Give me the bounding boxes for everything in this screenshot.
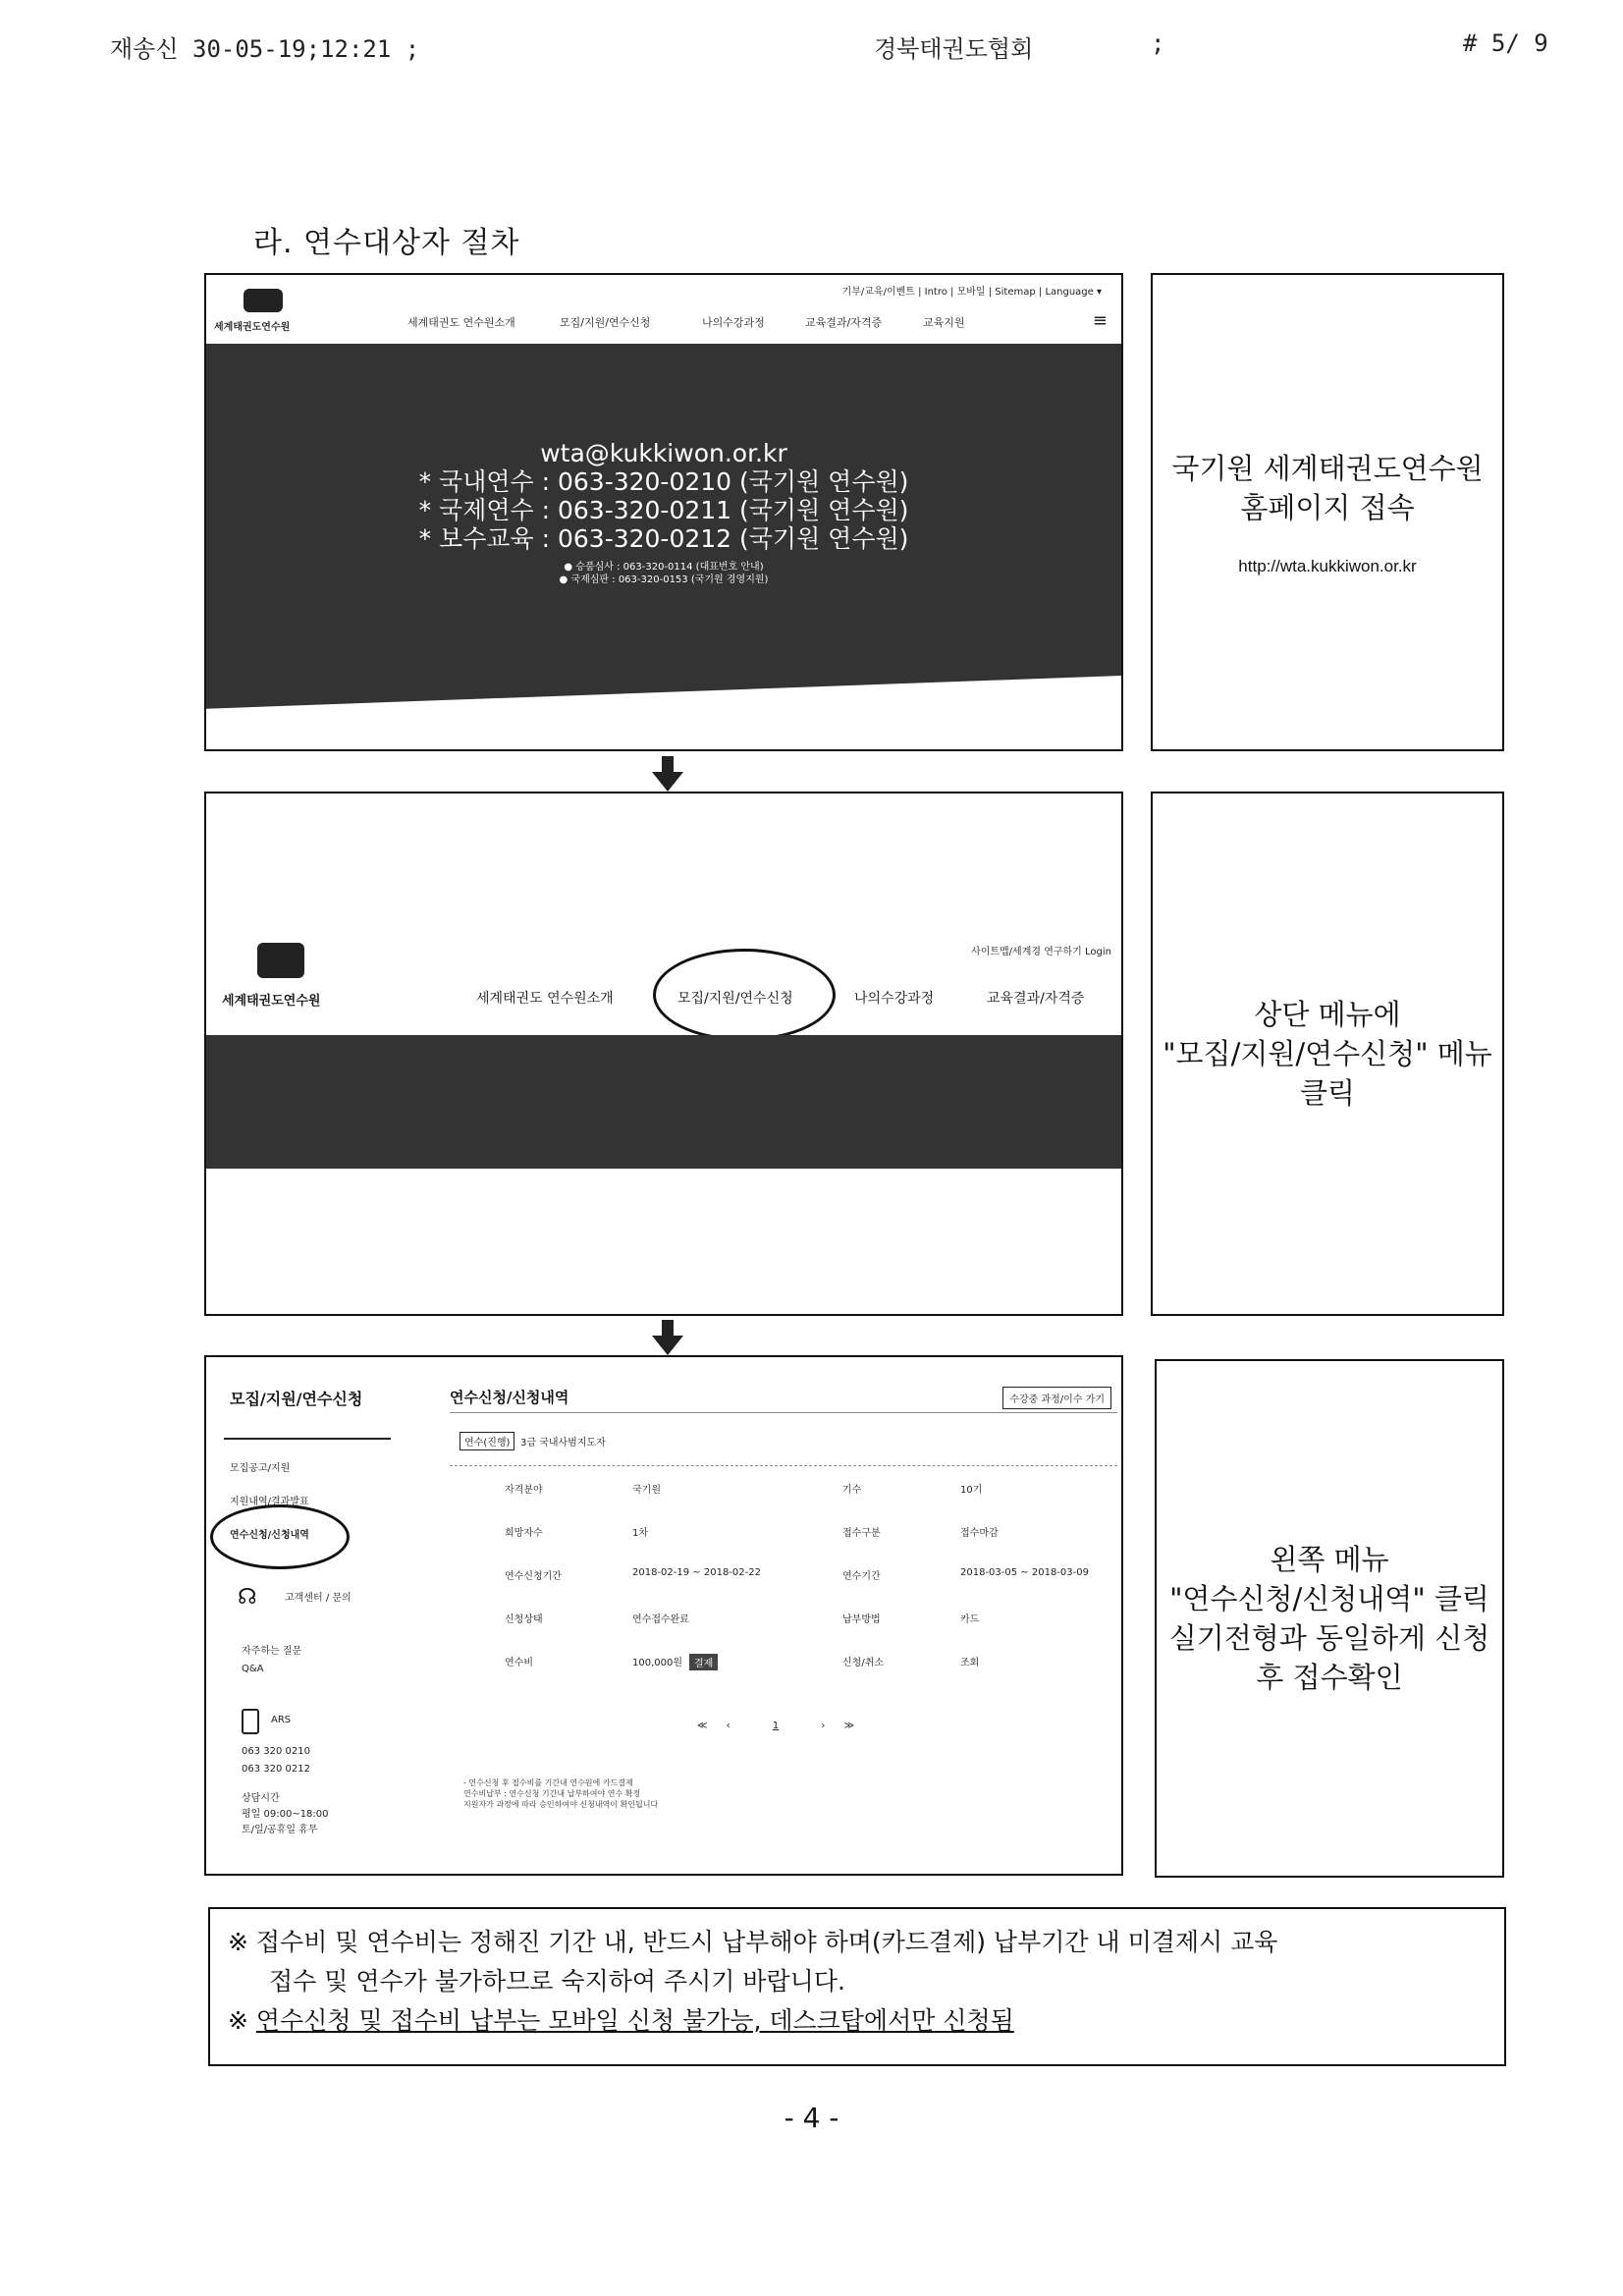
notice-box	[208, 1907, 1506, 2066]
cell-label: 납부방법	[842, 1614, 881, 1625]
course-badge: 연수(진행)	[460, 1432, 514, 1450]
contact-small-2: ● 국제심판 : 063-320-0153 (국기원 경영지원)	[559, 574, 769, 585]
cell-label: 희망자수	[505, 1528, 543, 1539]
highlight-oval	[210, 1504, 350, 1569]
sidebar-item-recruit[interactable]: 모집공고/지원	[230, 1463, 291, 1474]
footer-note: 지원자가 과정에 따라 승인하여야 신청내역이 확인됩니다	[463, 1800, 659, 1809]
course-table	[450, 1481, 1117, 1697]
nav-item-results[interactable]: 교육결과/자격증	[805, 316, 883, 329]
fax-separator: ;	[1151, 29, 1165, 57]
cell-value: 2018-03-05 ~ 2018-03-09	[960, 1567, 1089, 1578]
contact-email: wta@kukkiwon.or.kr	[540, 439, 787, 467]
nav-item-intro[interactable]: 세계태권도 연수원소개	[476, 991, 614, 1007]
step3-note-line-4: 후 접수확인	[1256, 1661, 1403, 1694]
cell-value: 1차	[632, 1528, 649, 1539]
kukkiwon-logo-icon	[257, 943, 304, 978]
notice-mark: ※	[228, 2006, 256, 2035]
page-first-button[interactable]: ≪	[697, 1721, 708, 1731]
top-links[interactable]: 사이트맵/세계경 연구하기 Login	[971, 947, 1111, 957]
contact-info	[206, 439, 1121, 586]
logo-text: 세계태권도연수원	[214, 322, 291, 333]
table-row	[450, 1654, 1117, 1697]
cell-value[interactable]: 조회	[960, 1658, 980, 1668]
cell-label: 자격분야	[505, 1485, 543, 1496]
table-row	[450, 1567, 1117, 1611]
page-number: - 4 -	[784, 2102, 839, 2134]
cell-value: 100,000원	[632, 1658, 683, 1668]
cell-label: 연수비	[505, 1658, 533, 1668]
ars-label: ARS	[271, 1715, 292, 1725]
sidebar-item-results[interactable]: 지원내역/결과발표	[230, 1497, 309, 1507]
headset-icon: ☊	[238, 1585, 257, 1610]
section-title: 라. 연수대상자 절차	[253, 226, 520, 260]
notice-line-3-text: 연수신청 및 접수비 납부는 모바일 신청 불가능, 데스크탑에서만 신청됨	[255, 2006, 1014, 2035]
logo-text: 세계태권도연수원	[222, 994, 321, 1009]
cell-label: 연수기간	[842, 1571, 881, 1582]
step3-screenshot	[204, 1355, 1123, 1876]
step2-note-line-1: 상단 메뉴에	[1254, 998, 1401, 1031]
nav-item-intro[interactable]: 세계태권도 연수원소개	[407, 316, 515, 329]
step1-url[interactable]: http://wta.kukkiwon.or.kr	[1238, 556, 1417, 575]
cell-label: 기수	[842, 1485, 862, 1496]
down-arrow-icon	[652, 1320, 683, 1355]
pay-button[interactable]: 결제	[689, 1654, 718, 1670]
step1-note-line-2: 홈페이지 접속	[1240, 490, 1415, 524]
nav-item-apply[interactable]: 모집/지원/연수신청	[677, 991, 793, 1007]
kukkiwon-logo-icon	[243, 289, 283, 312]
fax-header	[0, 29, 1623, 69]
contact-line-refresher: * 보수교육 : 063-320-0212 (국기원 연수원)	[418, 524, 909, 553]
sidebar-divider	[224, 1438, 391, 1440]
cell-value: 2018-02-19 ~ 2018-02-22	[632, 1567, 761, 1578]
nav-item-results[interactable]: 교육결과/자격증	[987, 991, 1085, 1007]
footer-note: - 연수신청 후 접수비를 기간내 연수원에 카드결제	[463, 1778, 633, 1787]
cell-label: 연수신청기간	[505, 1571, 562, 1582]
cell-label: 신청/취소	[842, 1658, 885, 1668]
step1-note	[1151, 273, 1504, 751]
page-next-button[interactable]: ›	[821, 1721, 826, 1731]
notice-line-3	[228, 2001, 1487, 2041]
ars-hours-title: 상담시간	[242, 1793, 280, 1804]
step2-note-line-2: "모집/지원/연수신청" 메뉴	[1163, 1037, 1492, 1070]
page-current[interactable]: 1	[772, 1721, 780, 1731]
faq-link[interactable]: 자주하는 질문	[242, 1646, 302, 1657]
ars-number-1: 063 320 0210	[242, 1746, 310, 1757]
table-row	[450, 1611, 1117, 1654]
cell-label: 신청상태	[505, 1614, 543, 1625]
footer-note: 연수비납부 : 연수신청 기간내 납부하여야 연수 확정	[463, 1789, 641, 1798]
cell-value: 카드	[960, 1614, 980, 1625]
hero-banner	[206, 1035, 1121, 1169]
step3-note-line-1: 왼쪽 메뉴	[1270, 1543, 1389, 1576]
cell-value: 접수마감	[960, 1528, 999, 1539]
ars-number-2: 063 320 0212	[242, 1764, 310, 1775]
step3-note-line-3: 실기전형과 동일하게 신청	[1168, 1621, 1490, 1655]
step3-note-line-2: "연수신청/신청내역" 클릭	[1169, 1582, 1489, 1615]
contact-line-international: * 국제연수 : 063-320-0211 (국기원 연수원)	[418, 496, 909, 524]
main-divider	[450, 1412, 1117, 1413]
cell-value: 국기원	[632, 1485, 661, 1496]
highlight-oval	[653, 949, 836, 1041]
go-courses-button[interactable]: 수강중 과정/이수 가기	[1002, 1387, 1111, 1409]
nav-item-my-courses[interactable]: 나의수강과정	[854, 991, 935, 1007]
ars-hours-closed: 토/일/공휴일 휴무	[242, 1825, 318, 1835]
table-row	[450, 1481, 1117, 1524]
course-name: 3급 국내사범지도자	[520, 1438, 606, 1449]
help-label: 고객센터 / 문의	[285, 1593, 352, 1604]
fax-sender-info: 재송신 30-05-19;12:21 ;	[110, 35, 420, 63]
notice-line-2: 접수 및 연수가 불가하므로 숙지하여 주시기 바랍니다.	[269, 1967, 845, 1995]
step2-screenshot	[204, 792, 1123, 1316]
hamburger-menu-icon[interactable]: ≡	[1092, 310, 1108, 331]
contact-small-1: ● 승품심사 : 063-320-0114 (대표번호 안내)	[564, 562, 764, 573]
step1-note-line-1: 국기원 세계태권도연수원	[1171, 451, 1484, 485]
pagination	[697, 1721, 854, 1731]
fax-page-counter: # 5/ 9	[1463, 29, 1548, 57]
step2-note-line-3: 클릭	[1299, 1076, 1356, 1110]
cell-label: 접수구분	[842, 1528, 881, 1539]
cell-value: 10기	[960, 1485, 983, 1496]
table-top-rule	[450, 1465, 1117, 1467]
sidebar-title: 모집/지원/연수신청	[230, 1390, 363, 1408]
step3-note	[1155, 1359, 1504, 1878]
page-last-button[interactable]: ≫	[843, 1721, 855, 1731]
footer-notes	[463, 1777, 658, 1810]
site-header	[206, 275, 1121, 344]
step1-screenshot	[204, 273, 1123, 751]
page-prev-button[interactable]: ‹	[726, 1721, 730, 1731]
qna-link[interactable]: Q&A	[242, 1664, 264, 1674]
table-row	[450, 1524, 1117, 1567]
ars-hours-weekday: 평일 09:00~18:00	[242, 1809, 329, 1820]
down-arrow-icon	[652, 756, 683, 792]
nav-item-apply[interactable]: 모집/지원/연수신청	[560, 316, 651, 329]
sidebar-item-application[interactable]: 연수신청/신청내역	[230, 1530, 309, 1541]
cell-value: 연수접수완료	[632, 1614, 689, 1625]
step2-note	[1151, 792, 1504, 1316]
top-links[interactable]: 기부/교육/이벤트 | Intro | 모바일 | Sitemap | Language ▾	[841, 287, 1102, 298]
phone-icon	[242, 1709, 259, 1734]
main-title: 연수신청/신청내역	[450, 1389, 569, 1406]
nav-item-support[interactable]: 교육지원	[923, 316, 965, 329]
nav-item-my-courses[interactable]: 나의수강과정	[702, 316, 765, 329]
fax-organization: 경북태권도협회	[874, 35, 1034, 63]
notice-line-1: ※ 접수비 및 연수비는 정해진 기간 내, 반드시 납부해야 하며(카드결제) 납부기간 내 미결제시 교육	[228, 1928, 1278, 1956]
contact-line-domestic: * 국내연수 : 063-320-0210 (국기원 연수원)	[418, 467, 909, 496]
